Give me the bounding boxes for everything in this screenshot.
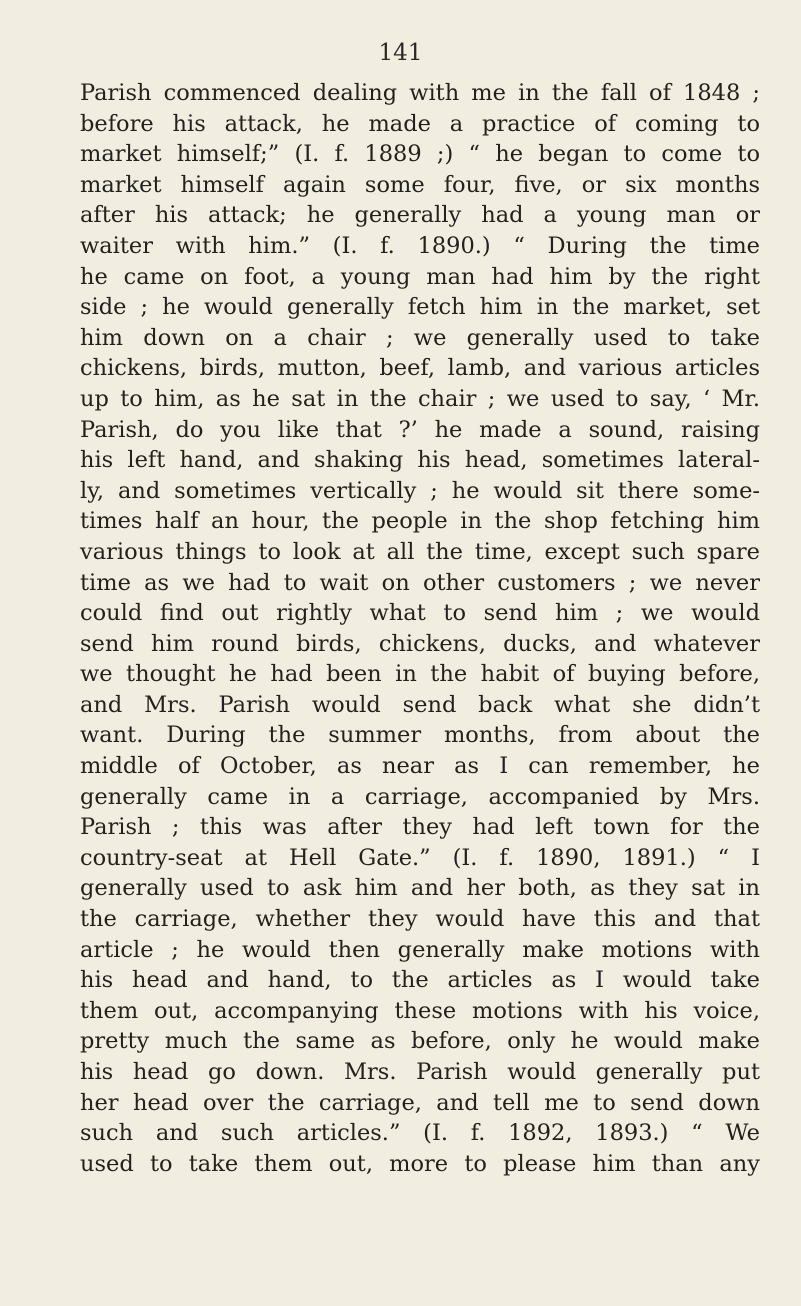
text-line: generally came in a carriage, accompanied by Mrs. [80,783,760,810]
text-line: them out, accompanying these motions with his voice, [80,997,760,1024]
text-line: article ; he would then generally make motions with [80,936,760,963]
text-line: Parish commenced dealing with me in the fall of 1848 ; [80,80,760,106]
text-line: we thought he had been in the habit of buying before, [80,661,760,688]
text-line: country-seat at Hell Gate.” (I. f. 1890, 1891.) “ I [80,844,760,871]
text-line: used to take them out, more to please him than any [80,1150,760,1177]
text-line: waiter with him.” (I. f. 1890.) “ During the time [80,232,760,259]
text-line: he came on foot, a young man had him by the right [80,263,760,290]
text-line: generally used to ask him and her both, as they sat in [80,875,760,902]
text-line: times half an hour, the people in the shop fetching him [80,508,760,535]
text-line: time as we had to wait on other customers ; we never [80,569,760,596]
text-line: such and such articles.” (I. f. 1892, 1893.) “ We [80,1120,760,1147]
text-line: pretty much the same as before, only he would make [80,1028,760,1055]
text-line: want. During the summer months, from about the [80,722,760,749]
body-text [80,78,760,1179]
text-line: the carriage, whether they would have this and that [80,906,760,933]
text-line: and Mrs. Parish would send back what she didn’t [80,691,760,718]
text-line: Parish, do you like that ?’ he made a sound, raising [80,416,760,443]
text-line: middle of October, as near as I can remember, he [80,753,760,780]
text-line: chickens, birds, mutton, beef, lamb, and various articles [80,355,760,382]
text-line: could find out rightly what to send him ; we would [80,600,760,627]
text-line: various things to look at all the time, except such spare [80,538,760,565]
text-line: after his attack; he generally had a young man or [80,202,760,229]
text-line: him down on a chair ; we generally used to take [80,324,760,351]
text-line: her head over the carriage, and tell me to send down [80,1089,760,1116]
text-line: market himself;” (I. f. 1889 ;) “ he began to come to [80,141,760,168]
page-number: 141 [378,40,423,66]
text-line: his head and hand, to the articles as I would take [80,967,760,994]
text-line: side ; he would generally fetch him in the market, set [80,294,760,321]
text-line: send him round birds, chickens, ducks, and whatever [80,630,760,657]
text-line: ly, and sometimes vertically ; he would sit there some- [80,477,760,504]
text-line: before his attack, he made a practice of coming to [80,110,760,137]
text-line: Parish ; this was after they had left town for the [80,814,760,841]
text-line: up to him, as he sat in the chair ; we used to say, ‘ Mr. [80,385,760,412]
text-line: his head go down. Mrs. Parish would generally put [80,1059,760,1085]
text-line: market himself again some four, five, or six months [80,171,760,198]
text-line: his left hand, and shaking his head, sometimes lateral- [80,447,760,474]
